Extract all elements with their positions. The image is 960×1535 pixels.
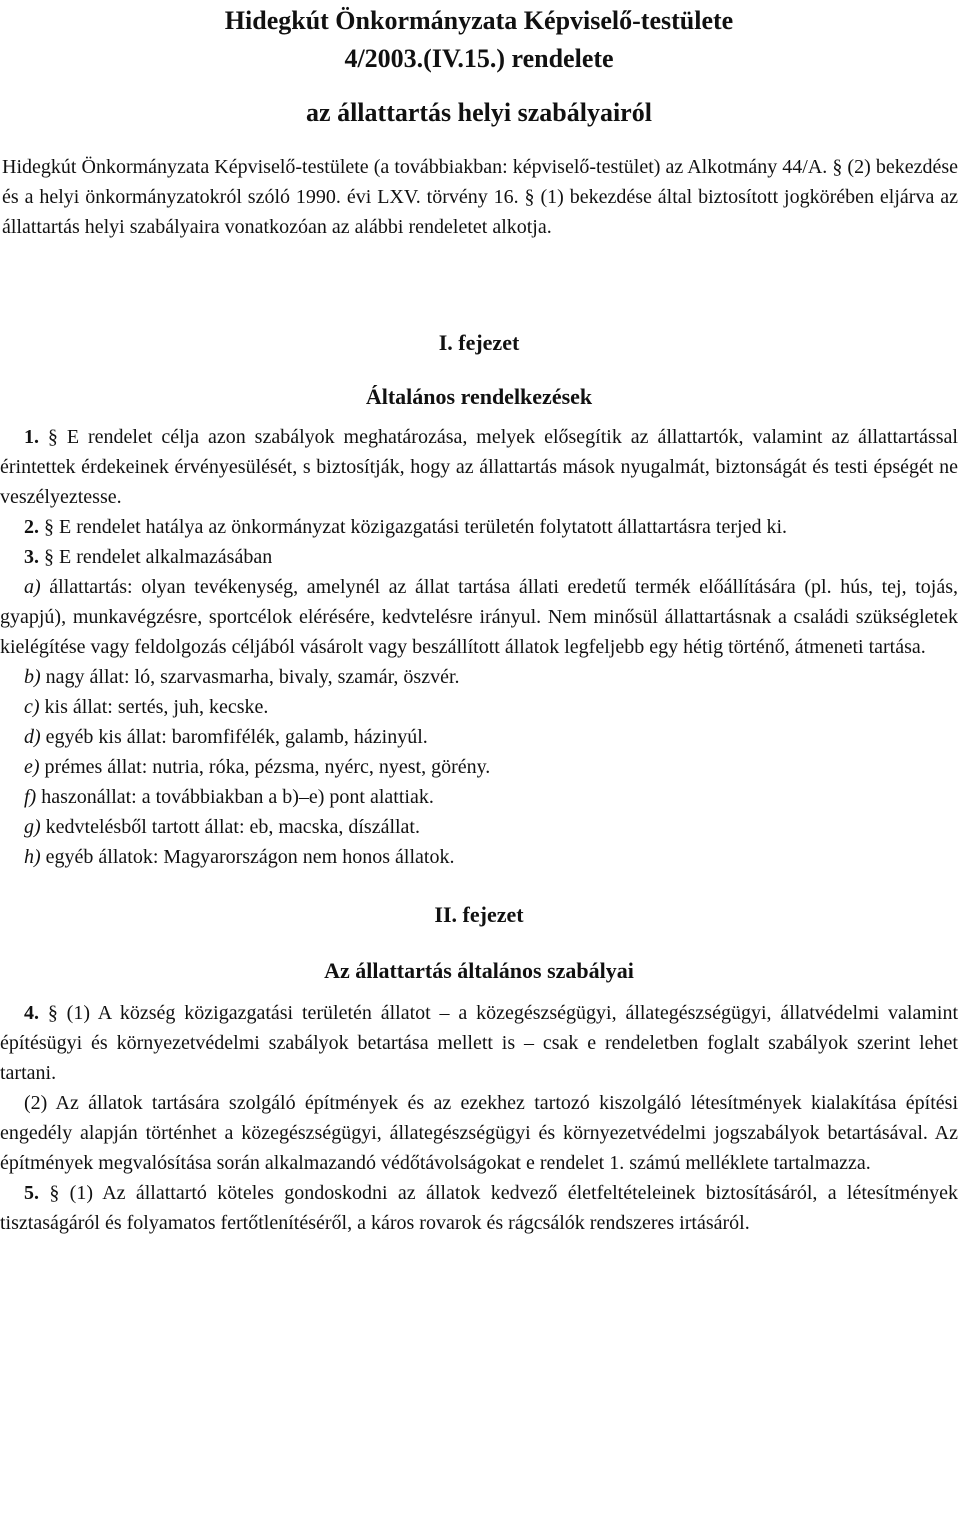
preamble: Hidegkút Önkormányzata Képviselő-testülete (a továbbiakban: képviselő-testület) az Alkotmány 44/A. § (2) bekezdése és a helyi önkormányzatokról szóló 1990. évi LXV. törvény 16. § (1) bekezdése által biztosított jogkörében eljárva az állattartás helyi szabályaira vonatkozóan az alábbi rendeletet alkotja. <box>2 156 958 238</box>
section-5-text: § (1) Az állattartó köteles gondoskodni az állatok kedvező életfeltételeinek biztosításáról, a létesítmények tisztaságáról és folyamatos fertőtlenítéséről, a káros rovarok és rágcsálók rendszeres irtásáról. <box>0 1182 958 1234</box>
definition-label: a) <box>24 576 41 598</box>
section-4-number: 4. <box>24 1002 39 1024</box>
definition-label: d) <box>24 726 41 748</box>
definition-f <box>0 782 958 812</box>
decree-title: az állattartás helyi szabályairól <box>306 98 652 127</box>
section-2 <box>0 512 958 542</box>
section-1-text: § E rendelet célja azon szabályok meghatározása, melyek elősegítik az állattartók, valamint az állattartással érintettek érdekeinek érvényesülését, s biztosítják, hogy az állattartás mások nyugalmát, biztonságát és testi épségét ne veszélyeztesse. <box>0 426 958 508</box>
section-1-number: 1. <box>24 426 39 448</box>
section-5 <box>0 1178 958 1238</box>
section-5-number: 5. <box>24 1182 39 1204</box>
definition-b <box>0 662 958 692</box>
chapter-2-number: II. fejezet <box>434 902 524 927</box>
definition-text: egyéb kis állat: baromfifélék, galamb, házinyúl. <box>40 726 428 748</box>
definition-label: h) <box>24 846 41 868</box>
section-4-paragraph-2: (2) Az állatok tartására szolgáló építmények és az ezekhez tartozó kiszolgáló létesítmények kialakítása építési engedély alapján történhet a közegészségügyi, állategészségügyi és környezetvédelmi jogszabályok betartásával. Az építmények megvalósítása során alkalmazandó védőtávolságokat e rendelet 1. számú melléklete tartalmazza. <box>0 1092 958 1174</box>
section-2-text: § E rendelet hatálya az önkormányzat közigazgatási területén folytatott állattartásra terjed ki. <box>39 516 787 538</box>
section-3-text: § E rendelet alkalmazásában <box>39 546 273 568</box>
section-4-text: § (1) A község közigazgatási területén állatot – a közegészségügyi, állategészségügyi, állatvédelmi valamint építésügyi és környezetvédelmi szabályok betartása mellett is – csak e rendeletben foglalt szabályok szerint lehet tartani. <box>0 1002 958 1084</box>
section-1 <box>0 422 958 512</box>
chapter-1-title: Általános rendelkezések <box>365 384 593 409</box>
definition-text: prémes állat: nutria, róka, pézsma, nyérc, nyest, görény. <box>39 756 491 778</box>
definition-label: c) <box>24 696 40 718</box>
chapter-2-title: Az állattartás általános szabályai <box>324 958 634 983</box>
definition-label: g) <box>24 816 41 838</box>
chapter-1-number: I. fejezet <box>438 330 520 355</box>
council-name: Hidegkút Önkormányzata Képviselő-testülete <box>224 6 734 35</box>
decree-number: 4/2003.(IV.15.) rendelete <box>344 44 614 73</box>
definition-label: e) <box>24 756 40 778</box>
definition-text: kis állat: sertés, juh, kecske. <box>39 696 269 718</box>
section-3 <box>0 542 958 572</box>
definition-text: nagy állat: ló, szarvasmarha, bivaly, szamár, öszvér. <box>40 666 460 688</box>
definition-text: állattartás: olyan tevékenység, amelynél az állat tartása állati eredetű termék előállítására (pl. hús, tej, tojás, gyapjú), munkavégzésre, sportcélok elérésére, kedvtelésre irányul. Nem minősül állattartásnak a családi szükségletek kielégítése vagy feldolgozás céljából vásárolt vagy beszállított állatok legfeljebb egy hétig történő, átmeneti tartása. <box>0 576 958 658</box>
section-3-number: 3. <box>24 546 39 568</box>
definition-a <box>0 572 958 662</box>
section-2-number: 2. <box>24 516 39 538</box>
section-4-paragraph-1 <box>0 998 958 1088</box>
definition-text: kedvtelésből tartott állat: eb, macska, díszállat. <box>40 816 420 838</box>
definition-d <box>0 722 958 752</box>
definition-e <box>0 752 958 782</box>
document-header <box>0 0 958 130</box>
definition-text: egyéb állatok: Magyarországon nem honos állatok. <box>40 846 455 868</box>
definition-h <box>0 842 958 872</box>
definition-c <box>0 692 958 722</box>
definition-g <box>0 812 958 842</box>
definition-label: f) <box>24 786 37 808</box>
definition-label: b) <box>24 666 41 688</box>
definition-text: haszonállat: a továbbiakban a b)–e) pont alattiak. <box>36 786 434 808</box>
